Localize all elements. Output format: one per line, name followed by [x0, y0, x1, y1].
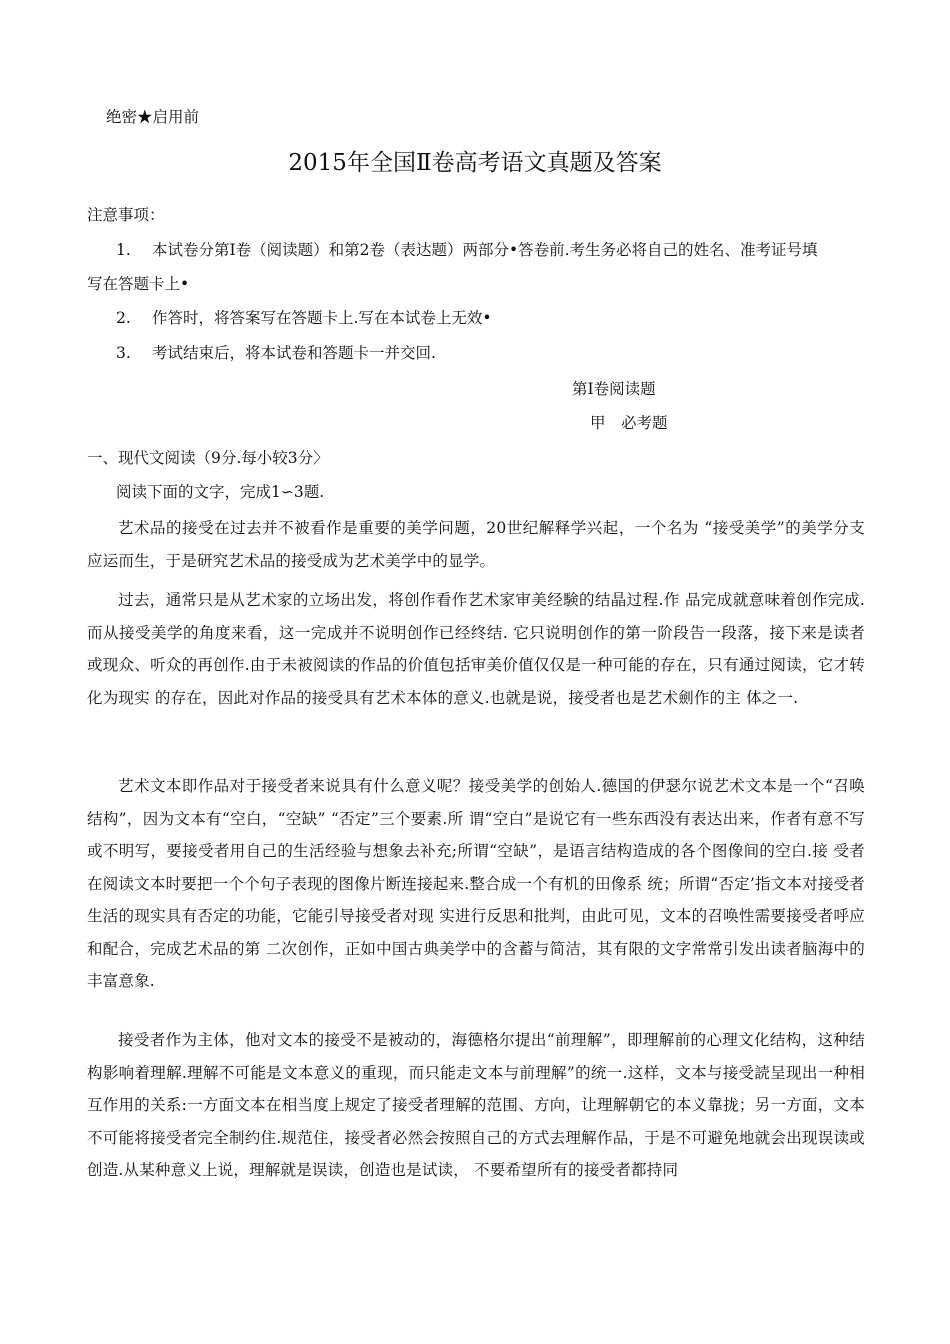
body-paragraph: 艺术文本即作品对于接受者来说具有什么意义呢？接受美学的创始人.德国的伊瑟尔说艺术文本是一个“召唤结构”，因为文本有“空白，“空缺” “否定”三个要素.所 谓“空白”是说它有一些东西没有表达出来，作者有意不写或不明写，要接受者用自己的生活经验与想象去补充;所谓“空缺”，是语言结构造成的各个图像间的空白.接 受者在阅读文本时要把一个个句子表现的图像片断连接起来.整合成一个有机的田像系 统；所谓“否定’指文本对接受者生活的现实具有否定的功能，它能引导接受者对现 实进行反思和批判，由此可见，文本的召唤性需要接受者呼应和配合，完成艺术品的第 二次创作，正如中国古典美学中的含蓄与简洁，其有限的文字常常引发出读者脑海中的 丰富意象.: [87, 777, 865, 990]
section-heading: 甲 必考题: [590, 414, 668, 432]
volume-heading: 第Ⅰ卷阅读题: [572, 380, 656, 398]
notice-number-3: 3.: [116, 344, 131, 362]
body-paragraph: 过去，通常只是从艺术家的立场出发，将创作看作艺术家审美经験的结晶过程.作 品完成就意味着创作完成.而从接受美学的角度来看，这一完成并不说明创作已经终结. 它只说明创作的第一阶段告一段落，接下来是读者或现众、听众的再创作.由于未被阅读的作品的价值包括审美价值仅仅是一种可能的存在，只有通过阅读，它才转化为现实 的存在，因此对作品的接受具有艺术本体的意义.也就是说，接受者也是艺术劍作的主 体之一.: [87, 591, 865, 707]
body-paragraph: 艺术品的接受在过去并不被看作是重要的美学问题，20世纪解释学兴起，一个名为 “接受美学”的美学分支应运而生，于是研究艺术品的接受成为艺术美学中的显学。: [87, 519, 865, 570]
body-paragraph: 接受者作为主体，他对文本的接受不是被动的，海德格尔提出“前理解”，即理解前的心理文化结构，这种结构影响着理解.理解不可能是文本意义的重现，而只能走文本与前理解”的统一.这样，文本与接受読呈现出一种相互作用的关系:一方面文本在相当度上规定了接受者理解的范围、方向，让理解朝它的本义靠拢；另一方面，文本不可能将接受者完全制约住.规范住，接受者必然会按照自己的方式去理解作品，于是不可避免地就会出现误读或创造.从某种意义上说，理解就是误读，创造也是试读， 不要希望所有的接受者都持同: [87, 1031, 865, 1179]
notice-text-1-cont: 写在答题卡上•: [87, 275, 190, 293]
notice-text-1: 本试卷分第Ⅰ卷（阅读题）和第2卷（表达题）两部分•答卷前.考生务必将自己的姓名、准考证号填: [152, 241, 818, 259]
classification-label: 绝密★启用前: [106, 108, 200, 126]
part-heading: 一、现代文阅读（9分.每小较3分〉: [87, 449, 329, 467]
notice-heading: 注意事项：: [87, 206, 165, 224]
page-title: 2015年全国Ⅱ卷高考语文真题及答案: [288, 150, 662, 176]
reading-instruction: 阅读下面的文字，完成1∽3题.: [116, 483, 325, 501]
notice-text-2: 作答时，将答案写在答题卡上.写在本试卷上无效•: [152, 309, 492, 327]
notice-number-1: 1.: [116, 241, 131, 259]
notice-text-3: 考试结束后，将本试卷和答题卡一并交回.: [152, 344, 436, 362]
notice-number-2: 2.: [116, 309, 131, 327]
